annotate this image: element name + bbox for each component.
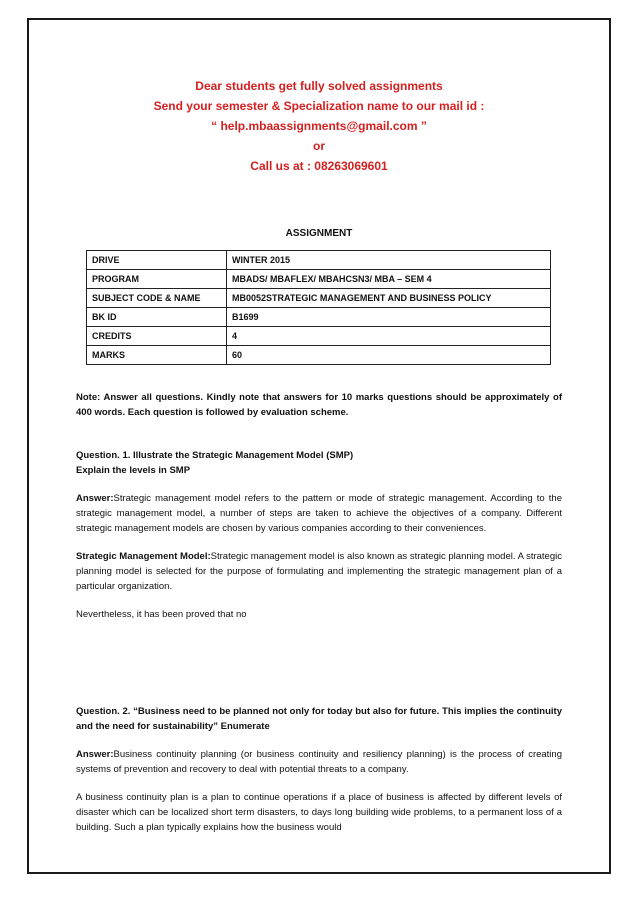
answer-text: Strategic management model refers to the pattern or mode of strategic management. According to the strategic management model, a number of steps are taken to achieve the objectives of a company. Different strategic management models are chosen by various companies according to their conveniences.: [76, 493, 562, 534]
question-1-answer: [76, 491, 562, 536]
question-2-answer: [76, 747, 562, 777]
strategic-model-paragraph: [76, 549, 562, 594]
table-row: [87, 289, 551, 308]
header-line-2: Send your semester & Specialization name to our mail id :: [153, 99, 485, 113]
header-email: “ help.mbaassignments@gmail.com ”: [211, 119, 427, 133]
table-row: [87, 270, 551, 289]
table-key: DRIVE: [87, 251, 227, 270]
question-1-subtitle: Explain the levels in SMP: [76, 465, 191, 476]
model-label: Strategic Management Model:: [76, 551, 211, 562]
assignment-info-table: [86, 250, 551, 365]
header-line-1: Dear students get fully solved assignments: [195, 79, 443, 93]
table-value: MBADS/ MBAFLEX/ MBAHCSN3/ MBA – SEM 4: [227, 270, 551, 289]
note-paragraph: Note: Answer all questions. Kindly note that answers for 10 marks questions should be approximately of 400 words. Each question is followed by evaluation scheme.: [76, 392, 562, 418]
question-1-tail: Nevertheless, it has been proved that no: [76, 609, 247, 620]
contact-header: [27, 76, 611, 176]
table-value: B1699: [227, 308, 551, 327]
table-row: [87, 346, 551, 365]
table-row: [87, 308, 551, 327]
table-row: [87, 251, 551, 270]
answer-text: Business continuity planning (or business continuity and resiliency planning) is the process of creating systems of prevention and recovery to deal with potential threats to a company.: [76, 749, 562, 775]
question-1-title: Question. 1. Illustrate the Strategic Management Model (SMP): [76, 450, 354, 461]
table-row: [87, 327, 551, 346]
table-value: 60: [227, 346, 551, 365]
table-value: WINTER 2015: [227, 251, 551, 270]
table-key: BK ID: [87, 308, 227, 327]
header-or: or: [313, 139, 325, 153]
document-body: [76, 390, 562, 835]
header-phone: Call us at : 08263069601: [250, 159, 388, 173]
answer-label: Answer:: [76, 493, 114, 504]
table-key: PROGRAM: [87, 270, 227, 289]
question-2-paragraph: A business continuity plan is a plan to continue operations if a place of business is affected by different levels of disaster which can be localized short term disasters, to days long building wide problems, to a permanent loss of a building. Such a plan typically explains how the business would: [76, 792, 562, 833]
model-text: Strategic management model is also known as strategic planning model. A strategic planning model is selected for the purpose of formulating and implementing the strategic management plan of a particular organization.: [76, 551, 562, 592]
table-value: MB0052STRATEGIC MANAGEMENT AND BUSINESS POLICY: [227, 289, 551, 308]
answer-label: Answer:: [76, 749, 114, 760]
table-key: CREDITS: [87, 327, 227, 346]
table-value: 4: [227, 327, 551, 346]
question-2-title: Question. 2. “Business need to be planned not only for today but also for future. This implies the continuity and the need for sustainability” Enumerate: [76, 706, 562, 732]
table-key: SUBJECT CODE & NAME: [87, 289, 227, 308]
table-key: MARKS: [87, 346, 227, 365]
assignment-title: ASSIGNMENT: [285, 228, 353, 239]
